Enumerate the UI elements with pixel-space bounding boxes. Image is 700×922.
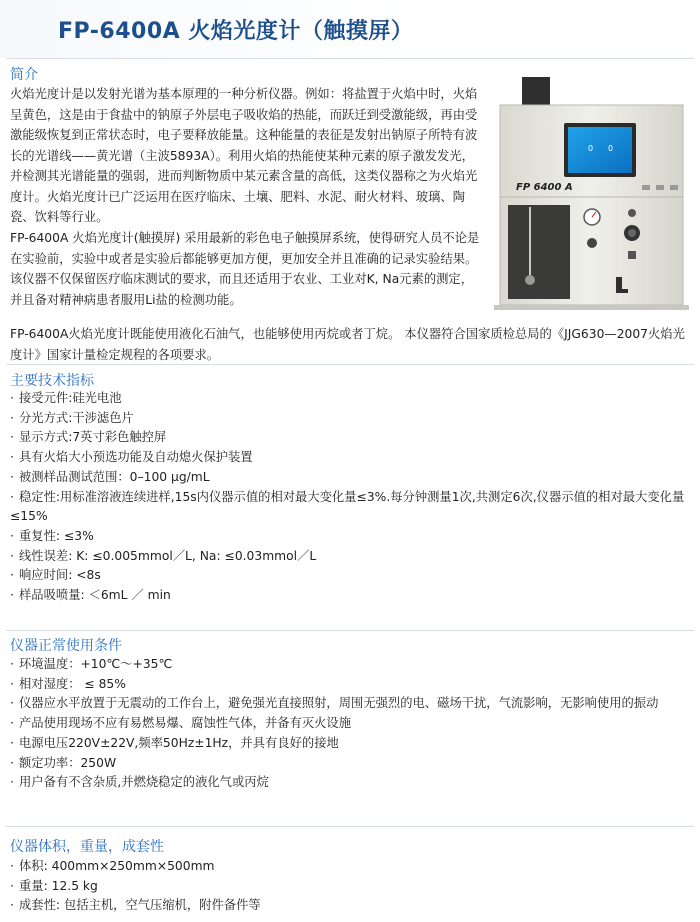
list-item (10, 694, 694, 714)
bullet-icon: · (10, 716, 14, 731)
bullet-icon: · (10, 430, 14, 445)
bullet-icon: · (10, 548, 14, 563)
bullet-icon: · (10, 696, 14, 711)
list-item-text: 稳定性:用标准溶液连续进样,15s内仪器示值的相对最大变化量≤3%.每分钟测量1次,共测定6次,仪器示值的相对最大变化量≤15% (10, 489, 685, 524)
list-item-text: 重复性: ≤3% (19, 528, 94, 543)
list-item-text: 成套性: 包括主机，空气压缩机，附件备件等 (19, 898, 261, 913)
list-item (10, 389, 694, 409)
list-item (10, 655, 694, 675)
bullet-icon: · (10, 450, 14, 465)
flame-photometer-image (494, 75, 689, 310)
intro-heading: 简介 (10, 67, 38, 83)
list-item-text: 具有火焰大小预选功能及自动熄火保护装置 (19, 450, 253, 465)
list-item (10, 773, 694, 793)
list-item-text: 样品吸喷量: ＜6mL ／ min (19, 588, 171, 603)
list-item (10, 586, 694, 606)
intro-paragraph-2: FP-6400A 火焰光度计(触摸屏) 采用最新的彩色电子触摸屏系统，使得研究人员不论是在实验前，实验中或者是实验后都能够更加方便，更加安全并且准确的记录实验结果。该仪器不仅保留医疗临床测试的要求，而且还适用于农业、工业对K, Na元素的测定，并且备对精神病患者服用Li盐的检测功能。 (10, 231, 480, 307)
conditions-list (10, 655, 694, 793)
specs-heading: 主要技术指标 (10, 373, 94, 389)
list-item-text: 仪器应水平放置于无震动的工作台上，避免强光直接照射，周围无强烈的电、磁场干扰，气流影响，无影响使用的振动 (19, 696, 659, 711)
list-item-text: 接受元件:硅光电池 (19, 391, 122, 405)
screen-value-1: 0 (588, 144, 594, 153)
intro-paragraph-1: 火焰光度计是以发射光谱为基本原理的一种分析仪器。例如：将盐置于火焰中时，火焰呈黄色，这是由于食盐中的钠原子外层电子吸收焰的热能，而跃迁到受激能级，再由受激能级恢复到正常状态时，电子要释放能量。这种能量的表征是发射出钠原子所特有波长的光谱线——黄光谱（主波5893A）。利用火焰的热能使某种元素的原子激发发光，并检测其光谱能量的强弱，进而判断物质中某元素含量的高低，这类仪器称之为火焰光度计。火焰光度计已广泛运用在医疗临床、土壤、肥料、水泥、耐火材料、玻璃、陶瓷、饮料等行业。 (10, 87, 478, 224)
list-item-text: 用户备有不含杂质,并燃烧稳定的液化气或丙烷 (19, 775, 269, 790)
list-item (10, 547, 694, 567)
title-divider (6, 58, 694, 59)
list-item (10, 675, 694, 695)
bullet-icon: · (10, 878, 14, 893)
bullet-icon: · (10, 676, 14, 691)
page-title: FP-6400A 火焰光度计（触摸屏） (58, 19, 414, 44)
bullet-icon: · (10, 775, 14, 790)
list-item (10, 468, 694, 488)
bullet-icon: · (10, 528, 14, 543)
section-divider-1 (6, 364, 694, 365)
list-item (10, 896, 694, 916)
list-item-text: 显示方式:7英寸彩色触控屏 (19, 430, 167, 445)
list-item-text: 环境温度：+10℃～+35℃ (19, 657, 173, 671)
list-item (10, 714, 694, 734)
bullet-icon: · (10, 391, 14, 405)
screen-value-2: 0 (608, 144, 614, 153)
bullet-icon: · (10, 735, 14, 750)
list-item-text: 体积: 400mm×250mm×500mm (19, 859, 215, 873)
list-item-text: 被测样品测试范围：0–100 μg/mL (19, 469, 210, 484)
list-item (10, 527, 694, 547)
list-item-text: 分光方式:干涉滤色片 (19, 410, 134, 425)
bullet-icon: · (10, 859, 14, 873)
list-item (10, 566, 694, 586)
list-item (10, 488, 694, 527)
list-item-text: 相对湿度： ≤ 85% (19, 676, 126, 691)
list-item-text: 产品使用现场不应有易燃易爆、腐蚀性气体，并备有灭火设施 (19, 716, 352, 731)
list-item (10, 857, 694, 877)
bullet-icon: · (10, 755, 14, 770)
list-item-text: 电源电压220V±22V,频率50Hz±1Hz，并具有良好的接地 (19, 735, 339, 750)
list-item-text: 响应时间: <8s (19, 568, 101, 583)
dimensions-list (10, 857, 694, 916)
conditions-heading: 仪器正常使用条件 (10, 638, 122, 654)
list-item-text: 额定功率：250W (19, 755, 117, 770)
bullet-icon: · (10, 588, 14, 603)
list-item (10, 409, 694, 429)
list-item-text: 线性误差: K: ≤0.005mmol／L, Na: ≤0.03mmol／L (19, 548, 317, 563)
bullet-icon: · (10, 568, 14, 583)
section-divider-2 (6, 630, 694, 631)
bullet-icon: · (10, 898, 14, 913)
bullet-icon: · (10, 469, 14, 484)
bullet-icon: · (10, 657, 14, 671)
list-item (10, 734, 694, 754)
dimensions-heading: 仪器体积，重量，成套性 (10, 839, 164, 855)
bullet-icon: · (10, 410, 14, 425)
list-item (10, 448, 694, 468)
intro-paragraph-3: FP-6400A火焰光度计既能使用液化石油气，也能够使用丙烷或者丁烷。 本仪器符合国家质检总局的《JJG630—2007火焰光度计》国家计量检定规程的各项要求。 (10, 327, 685, 362)
list-item-text: 重量: 12.5 kg (19, 878, 98, 893)
list-item (10, 754, 694, 774)
list-item (10, 877, 694, 897)
device-model-label: FP 6400 A (516, 182, 573, 193)
section-divider-3 (6, 826, 694, 827)
list-item (10, 428, 694, 448)
specs-list (10, 389, 694, 606)
bullet-icon: · (10, 489, 14, 504)
